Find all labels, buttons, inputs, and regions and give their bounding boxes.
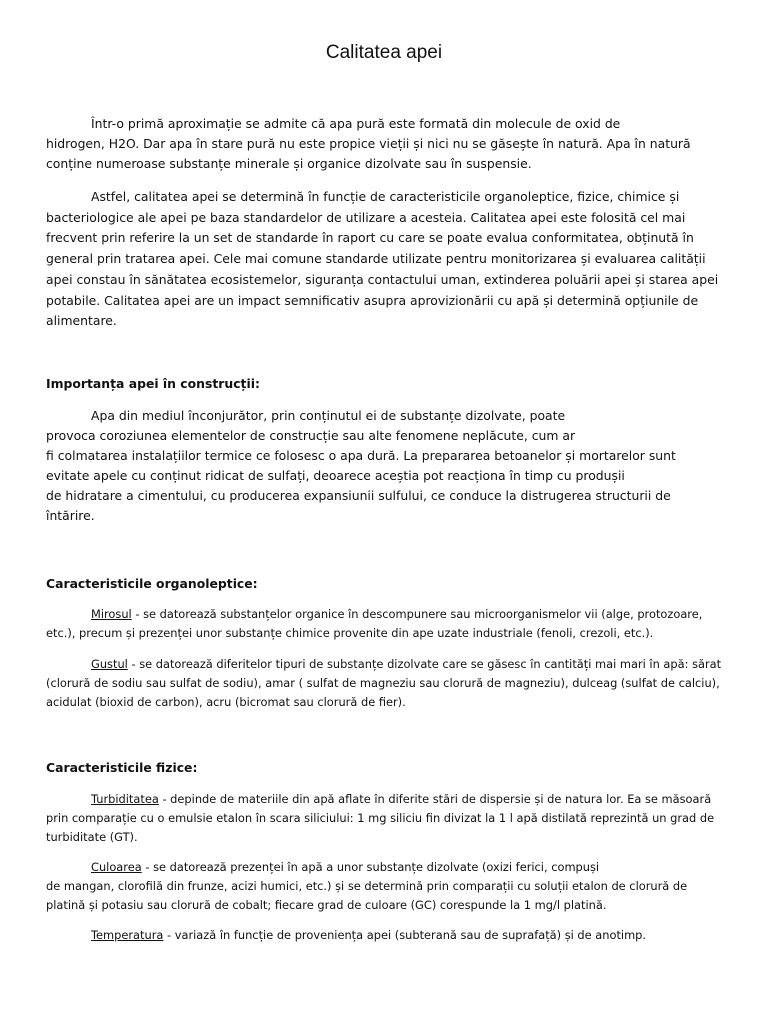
culoare-paragraph <box>46 858 736 915</box>
text-line: general prin tratarea apei. Cele mai comune standarde utilizate pentru monitorizarea și evaluarea calității <box>46 251 706 267</box>
text-line: apei constau în sănătatea ecosistemelor, siguranța contactului uman, extinderea poluării apei și starea apei <box>46 271 719 287</box>
text-line: provoca coroziunea elementelor de construcție sau alte fenomene neplăcute, cum ar <box>46 428 576 443</box>
text-line: hidrogen, H2O. Dar apa în stare pură nu este propice vieții și nici nu se găsește în natură. Apa în natură <box>46 136 691 151</box>
text-line: turbiditate (GT). <box>46 830 138 844</box>
page-title: Calitatea apei <box>325 42 443 63</box>
text-line: alimentare. <box>46 313 117 329</box>
term-temperatura: Temperatura <box>91 928 164 942</box>
term-culoare: Culoarea <box>91 860 142 874</box>
text-line: bacteriologice ale apei pe baza standardelor de utilizare a acesteia. Calitatea apei este folosită cel mai <box>46 209 686 225</box>
heading-organoleptice: Caracteristicile organoleptice: <box>46 576 258 591</box>
term-miros: Mirosul <box>91 607 132 621</box>
text-line: evitate apele cu conținut ridicat de sulfați, deoarece aceștia pot reacționa în timp cu produșii <box>46 468 625 483</box>
intro-paragraph <box>46 114 726 174</box>
text-line: platină și potasiu sau clorură de cobalt; fiecare grad de culoare (GC) corespunde la 1 mg/l platină. <box>46 898 607 912</box>
text-line: potabile. Calitatea apei are un impact semnificativ asupra aprovizionării cu apă și determină opțiunile de <box>46 292 699 308</box>
text-line: de hidratare a cimentului, cu producerea expansiunii sulfului, ce conduce la distrugerea structurii de <box>46 488 671 503</box>
constructii-paragraph <box>46 406 726 526</box>
text-line: - depinde de materiile din apă aflate în diferite stări de dispersie și de natura lor. Ea se măsoară <box>158 792 712 806</box>
text-line: - variază în funcție de proveniența apei (subterană sau de suprafață) și de anotimp. <box>163 928 647 942</box>
term-gust: Gustul <box>91 657 128 671</box>
text-line: - se datorează prezenței în apă a unor substanțe dizolvate (oxizi ferici, compuși <box>141 860 600 874</box>
text-line: Într-o primă aproximație se admite că apa pură este formată din molecule de oxid de <box>91 116 621 131</box>
text-line: frecvent prin referire la un set de standarde în raport cu care se poate evalua conformitatea, obținută în <box>46 230 694 246</box>
miros-paragraph <box>46 605 736 643</box>
text-line: (clorură de sodiu sau sulfat de sodiu), amar ( sulfat de magneziu sau clorură de magneziu), dulceag (sulfat de calciu), <box>46 676 720 690</box>
text-line: conține numeroase substanțe minerale și organice dizolvate sau în suspensie. <box>46 156 532 171</box>
gust-paragraph <box>46 655 736 712</box>
text-line: - se datorează diferitelor tipuri de substanțe dizolvate care se găsesc în cantități mai mari în apă: sărat <box>127 657 722 671</box>
text-line: Apa din mediul înconjurător, prin conținutul ei de substanțe dizolvate, poate <box>91 408 566 423</box>
text-line: prin comparație cu o emulsie etalon în scara siliciului: 1 mg siliciu fin divizat la 1 l apă distilată reprezintă un grad de <box>46 811 715 825</box>
text-line: etc.), precum și prezenței unor substanțe chimice provenite din ape uzate industriale (fenoli, crezoli, etc.). <box>46 626 654 640</box>
quality-paragraph <box>46 187 726 332</box>
heading-fizice: Caracteristicile fizice: <box>46 760 198 775</box>
turbiditate-paragraph <box>46 790 736 847</box>
text-line: Astfel, calitatea apei se determină în funcție de caracteristicile organoleptice, fizice, chimice și <box>91 189 680 204</box>
text-line: întărire. <box>46 508 95 523</box>
term-turbiditate: Turbiditatea <box>91 792 159 806</box>
text-line: fi colmatarea instalațiilor termice ce folosesc o apa dură. La prepararea betoanelor și mortarelor sunt <box>46 448 676 463</box>
text-line: - se datorează substanțelor organice în descompunere sau microorganismelor vii (alge, protozoare, <box>131 607 703 621</box>
text-line: de mangan, clorofilă din frunze, acizi humici, etc.) și se determină prin comparații cu soluții etalon de clorură de <box>46 879 688 893</box>
temperatura-paragraph <box>46 926 736 945</box>
heading-constructii: Importanța apei în construcții: <box>46 376 260 391</box>
text-line: acidulat (bioxid de carbon), acru (bicromat sau clorură de fier). <box>46 695 406 709</box>
